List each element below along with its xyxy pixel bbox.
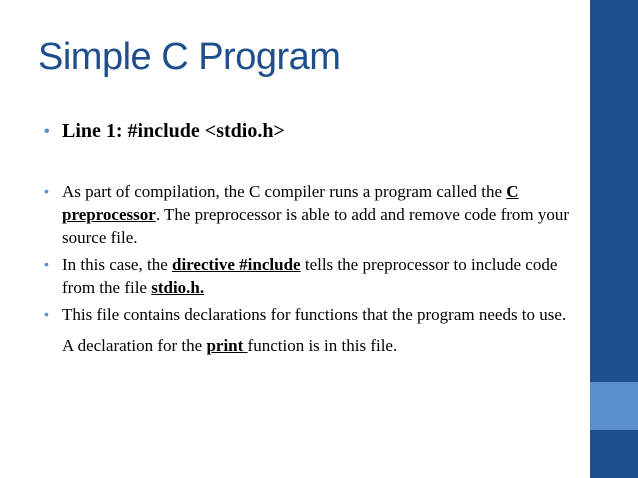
bullet-text: tells the preprocessor to include code from the file [62, 255, 558, 297]
main-bullet-text: Line 1: #include <stdio.h> [62, 120, 285, 142]
keyword-directive-include: directive #include [172, 255, 301, 274]
bullet-text: In this case, the [62, 255, 172, 274]
keyword-print: print [206, 336, 244, 355]
bullet-preprocessor [44, 180, 574, 249]
sidebar-accent-block [590, 382, 638, 430]
bullet-text: . The preprocessor is able to add and remove code from your source file. [62, 205, 570, 247]
main-bullet [44, 118, 574, 144]
bullet-list [44, 118, 574, 365]
bullet-text: function is in this file. [247, 336, 398, 355]
slide-title: Simple C Program [38, 36, 341, 78]
bullet-include-directive [44, 253, 574, 299]
bullet-text: As part of compilation, the C compiler runs a program called the [62, 182, 507, 201]
keyword-c-preprocessor: C preprocessor [62, 182, 519, 224]
bullet-declarations [44, 299, 574, 361]
keyword-stdio-h: stdio.h. [151, 278, 205, 297]
bullet-text: This file contains declarations for functions that the program needs to use. A declaration for the [62, 305, 567, 355]
